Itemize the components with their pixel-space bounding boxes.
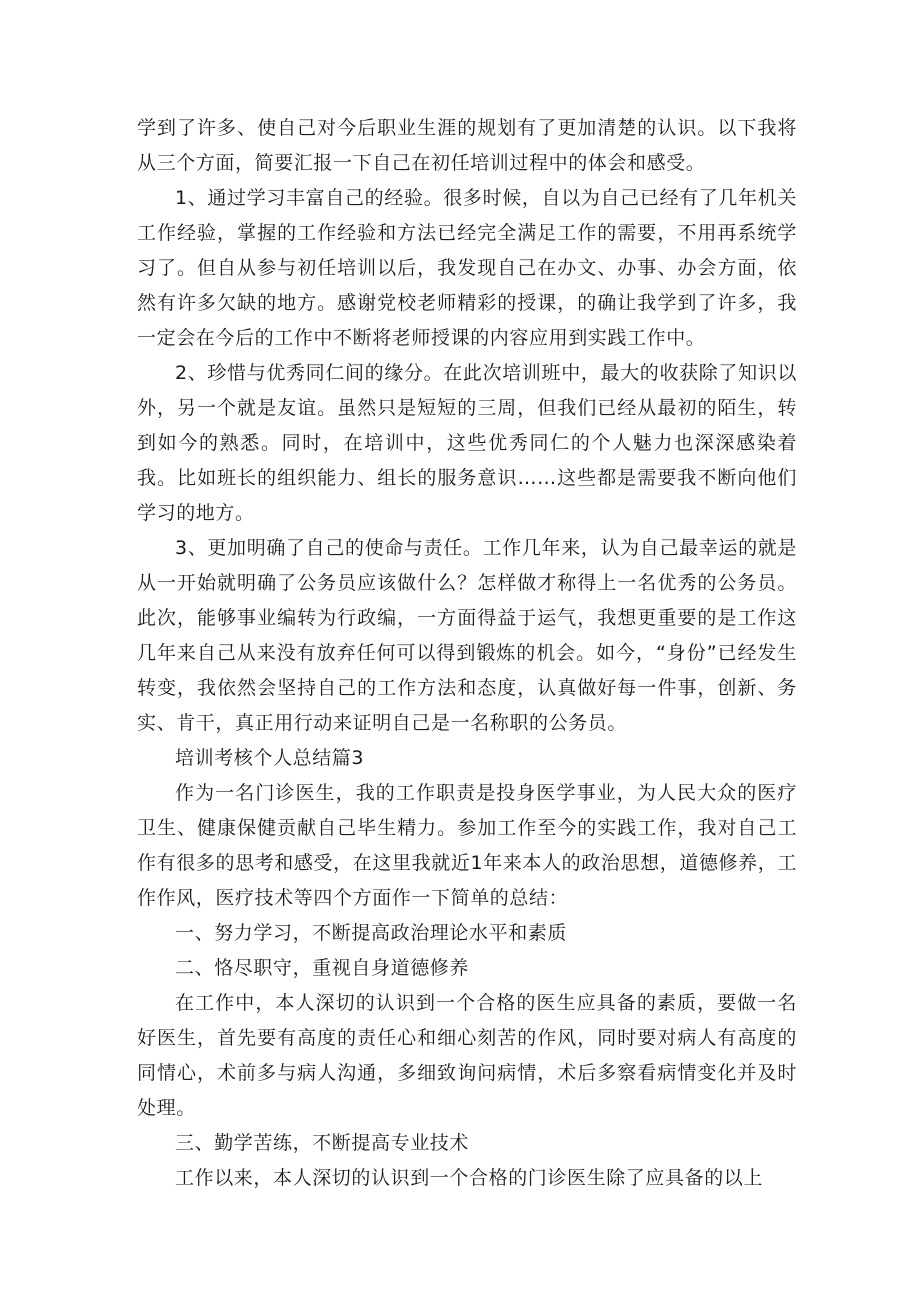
- section-heading: 培训考核个人总结篇3: [175, 747, 365, 769]
- paragraph-duty: 在工作中，本人深切的认识到一个合格的医生应具备的素质，要做一名好医生，首先要有高度的责任心和细心刻苦的作风，同时要对病人有高度的同情心，术前多与病人沟通，多细致询问病情，术后多察看病情变化并及时处理。: [137, 992, 797, 1119]
- document-body: [137, 111, 797, 1196]
- paragraph-point-3: 3、更加明确了自己的使命与责任。工作几年来，认为自己最幸运的就是从一开始就明确了公务员应该做什么？怎样做才称得上一名优秀的公务员。此次，能够事业编转为行政编，一方面得益于运气，我想更重要的是工作这几年来自己从来没有放弃任何可以得到锻炼的机会。如今，“身份”已经发生转变，我依然会坚持自己的工作方法和态度，认真做好每一件事，创新、务实、肯干，真正用行动来证明自己是一名称职的公务员。: [137, 537, 797, 734]
- paragraph-point-2: 2、珍惜与优秀同仁间的缘分。在此次培训班中，最大的收获除了知识以外，另一个就是友谊。虽然只是短短的三周，但我们已经从最初的陌生，转到如今的熟悉。同时，在培训中，这些优秀同仁的个人魅力也深深感染着我。比如班长的组织能力、组长的服务意识……这些都是需要我不断向他们学习的地方。: [137, 362, 797, 524]
- subheading-2: 二、恪尽职守，重视自身道德修养: [175, 957, 470, 979]
- paragraph-point-1: 1、通过学习丰富自己的经验。很多时候，自以为自己已经有了几年机关工作经验，掌握的工作经验和方法已经完全满足工作的需要，不用再系统学习了。但自从参与初任培训以后，我发现自己在办文、办事、办会方面，依然有许多欠缺的地方。感谢党校老师精彩的授课，的确让我学到了许多，我一定会在今后的工作中不断将老师授课的内容应用到实践工作中。: [137, 187, 797, 349]
- paragraph-closing: 工作以来，本人深切的认识到一个合格的门诊医生除了应具备的以上: [175, 1167, 764, 1189]
- paragraph-continuation: 学到了许多、使自己对今后职业生涯的规划有了更加清楚的认识。以下我将从三个方面，简要汇报一下自己在初任培训过程中的体会和感受。: [137, 117, 797, 174]
- subheading-3: 三、勤学苦练，不断提高专业技术: [175, 1132, 470, 1154]
- subheading-1: 一、努力学习，不断提高政治理论水平和素质: [175, 922, 568, 944]
- paragraph-intro: 作为一名门诊医生，我的工作职责是投身医学事业，为人民大众的医疗卫生、健康保健贡献自己毕生精力。参加工作至今的实践工作，我对自己工作有很多的思考和感受，在这里我就近1年来本人的政治思想，道德修养，工作作风，医疗技术等四个方面作一下简单的总结：: [137, 782, 797, 909]
